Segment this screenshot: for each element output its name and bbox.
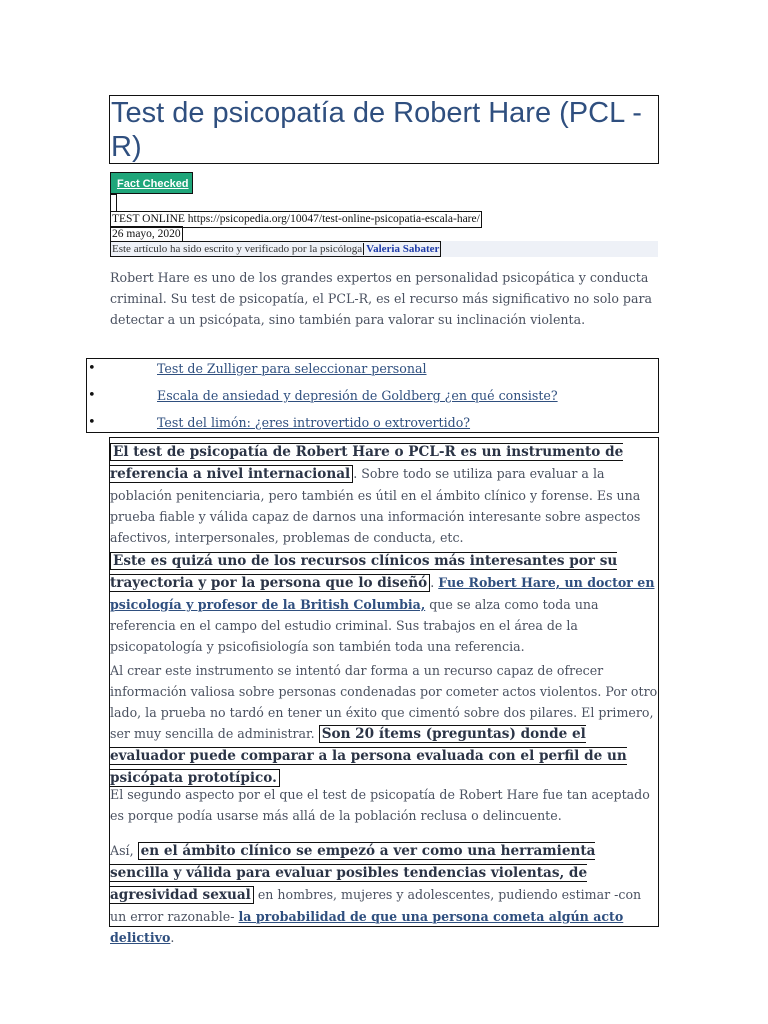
paragraph-5-end: . (170, 930, 175, 945)
highlight-2: Este es quizá uno de los recursos clínicos más interesantes por su trayectoria y por la persona que lo diseñó (110, 553, 618, 591)
bullet-icon: • (88, 415, 96, 430)
test-online-url[interactable]: TEST ONLINE https://psicopedia.org/10047/test-online-psicopatia-escala-hare/ (110, 211, 482, 228)
paragraph-3-text: Al crear este instrumento se intentó dar forma a un recurso capaz de ofrecer información valiosa sobre personas condenadas por cometer actos violentos. Por otro lado, la prueba no tardó en tener un éxito que cimentó sobre dos pilares. El primero, ser muy sencilla de administrar. (110, 663, 658, 741)
publish-date: 26 mayo, 2020 (110, 226, 183, 243)
highlight-1: El test de psicopatía de Robert Hare o PCL-R es un instrumento de referencia a nivel internacional (110, 444, 624, 482)
paragraph-2-dot: . (430, 575, 435, 590)
highlight-3: Son 20 ítems (preguntas) donde el evaluador puede comparar a la persona evaluada con el perfil de un psicópata prototípico. (110, 726, 627, 786)
fact-checked-label: Fact Checked (117, 178, 189, 190)
related-link-zulliger[interactable]: Test de Zulliger para seleccionar personal (157, 361, 427, 376)
paragraph-4: El segundo aspecto por el que el test de psicopatía de Robert Hare fue tan aceptado es porque podía usarse más allá de la población reclusa o delincuente. (110, 787, 650, 823)
paragraph-2-rest: que se alza como toda una referencia en el campo del estudio criminal. Sus trabajos en el área de la psicopatología y psicofisiología son también toda una referencia. (110, 597, 599, 654)
related-link-limon[interactable]: Test del limón: ¿eres introvertido o extrovertido? (157, 415, 471, 430)
author-prefix: Este artículo ha sido escrito y verificado por la psicóloga (112, 243, 363, 255)
highlight-5: en el ámbito clínico se empezó a ver como una herramienta sencilla y válida para evaluar posibles tendencias violentas, de agresividad sexual (110, 843, 596, 903)
paragraph-5 (110, 840, 658, 948)
paragraph-3 (110, 660, 658, 789)
paragraph-2 (110, 550, 658, 657)
bullet-icon: • (88, 388, 96, 403)
author-line (110, 241, 441, 257)
intro-paragraph: Robert Hare es uno de los grandes expertos en personalidad psicopática y conducta criminal. Su test de psicopatía, el PCL-R, es el recurso más significativo no solo para detectar a un psicópata, sino también para valorar su inclinación violenta. (110, 270, 653, 327)
fact-checked-badge[interactable] (110, 172, 193, 194)
related-list (86, 358, 659, 433)
title-box (109, 95, 659, 164)
author-link[interactable]: Valeria Sabater (363, 243, 439, 255)
page-title: Test de psicopatía de Robert Hare (PCL - R) (111, 97, 642, 163)
probabilidad-link[interactable]: la probabilidad de que una persona cometa algún acto delictivo (110, 909, 624, 945)
paragraph-1-rest: . Sobre todo se utiliza para evaluar a la población penitenciaria, pero también es útil en el ámbito clínico y forense. Es una prueba fiable y válida capaz de darnos una información interesante sobre aspectos afectivos, interpersonales, problemas de conducta, etc. (110, 466, 641, 545)
paragraph-5-mid: en hombres, mujeres y adolescentes, pudiendo estimar -con un error razonable- (110, 887, 642, 924)
robert-hare-link[interactable]: Fue Robert Hare, un doctor en psicología y profesor de la British Columbia, (110, 575, 655, 612)
related-link-goldberg[interactable]: Escala de ansiedad y depresión de Goldberg ¿en qué consiste? (157, 388, 558, 403)
empty-box (110, 194, 117, 212)
paragraph-5-start: Así, (110, 843, 138, 858)
bullet-icon: • (88, 361, 96, 376)
paragraph-1 (110, 441, 658, 548)
